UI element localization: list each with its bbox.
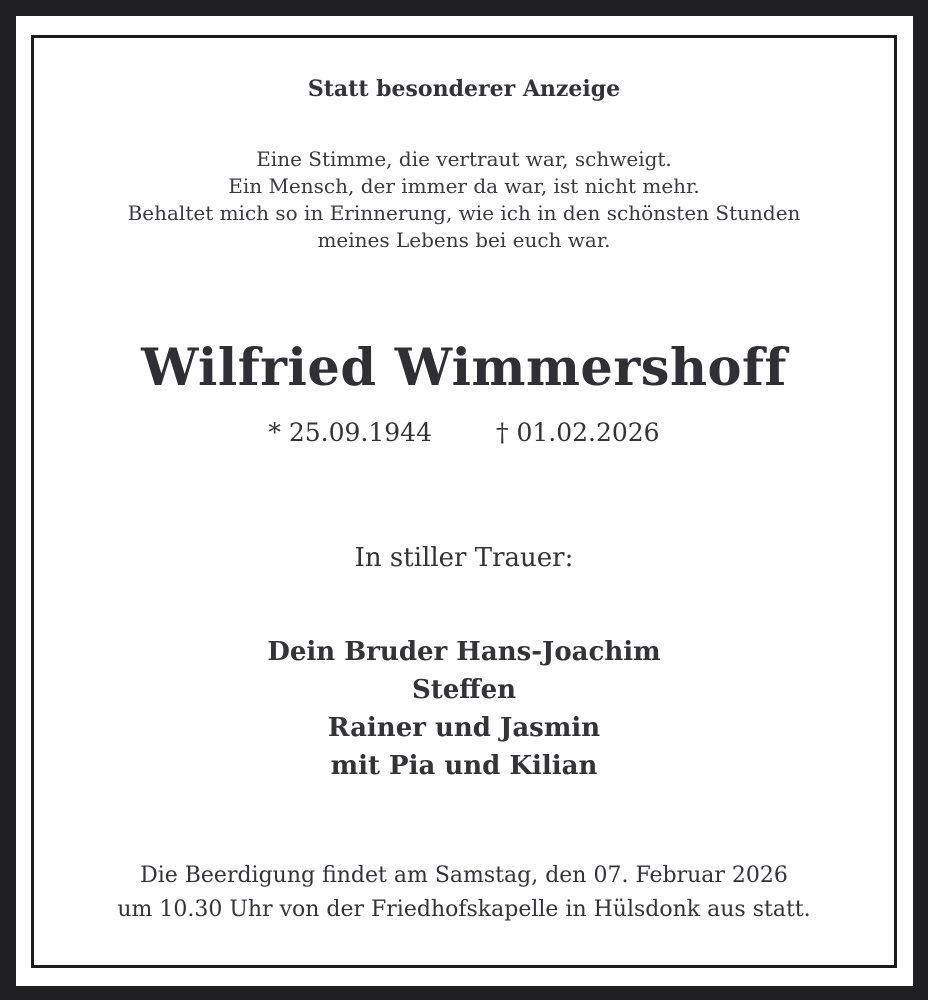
- verse-line: meines Lebens bei euch war.: [317, 228, 611, 252]
- deceased-name: Wilfried Wimmershoff: [141, 338, 787, 398]
- family-member: Dein Bruder Hans-Joachim: [267, 637, 661, 667]
- notice-heading: Statt besonderer Anzeige: [307, 76, 621, 102]
- birth-date: * 25.09.1944: [268, 418, 432, 447]
- verse-line: Behaltet mich so in Erinnerung, wie ich in den schönsten Stunden: [127, 201, 801, 225]
- death-date: † 01.02.2026: [496, 418, 660, 447]
- life-dates: [0, 418, 928, 447]
- verse-line: Eine Stimme, die vertraut war, schweigt.: [256, 147, 672, 171]
- family-member: Steffen: [411, 675, 517, 705]
- family-member: Rainer und Jasmin: [327, 713, 601, 743]
- mourning-line: In stiller Trauer:: [354, 543, 574, 573]
- verse-line: Ein Mensch, der immer da war, ist nicht mehr.: [228, 174, 700, 198]
- funeral-info-line: Die Beerdigung findet am Samstag, den 07. Februar 2026: [140, 863, 788, 888]
- family-member: mit Pia und Kilian: [330, 751, 598, 781]
- funeral-info-line: um 10.30 Uhr von der Friedhofskapelle in Hülsdonk aus statt.: [117, 897, 811, 922]
